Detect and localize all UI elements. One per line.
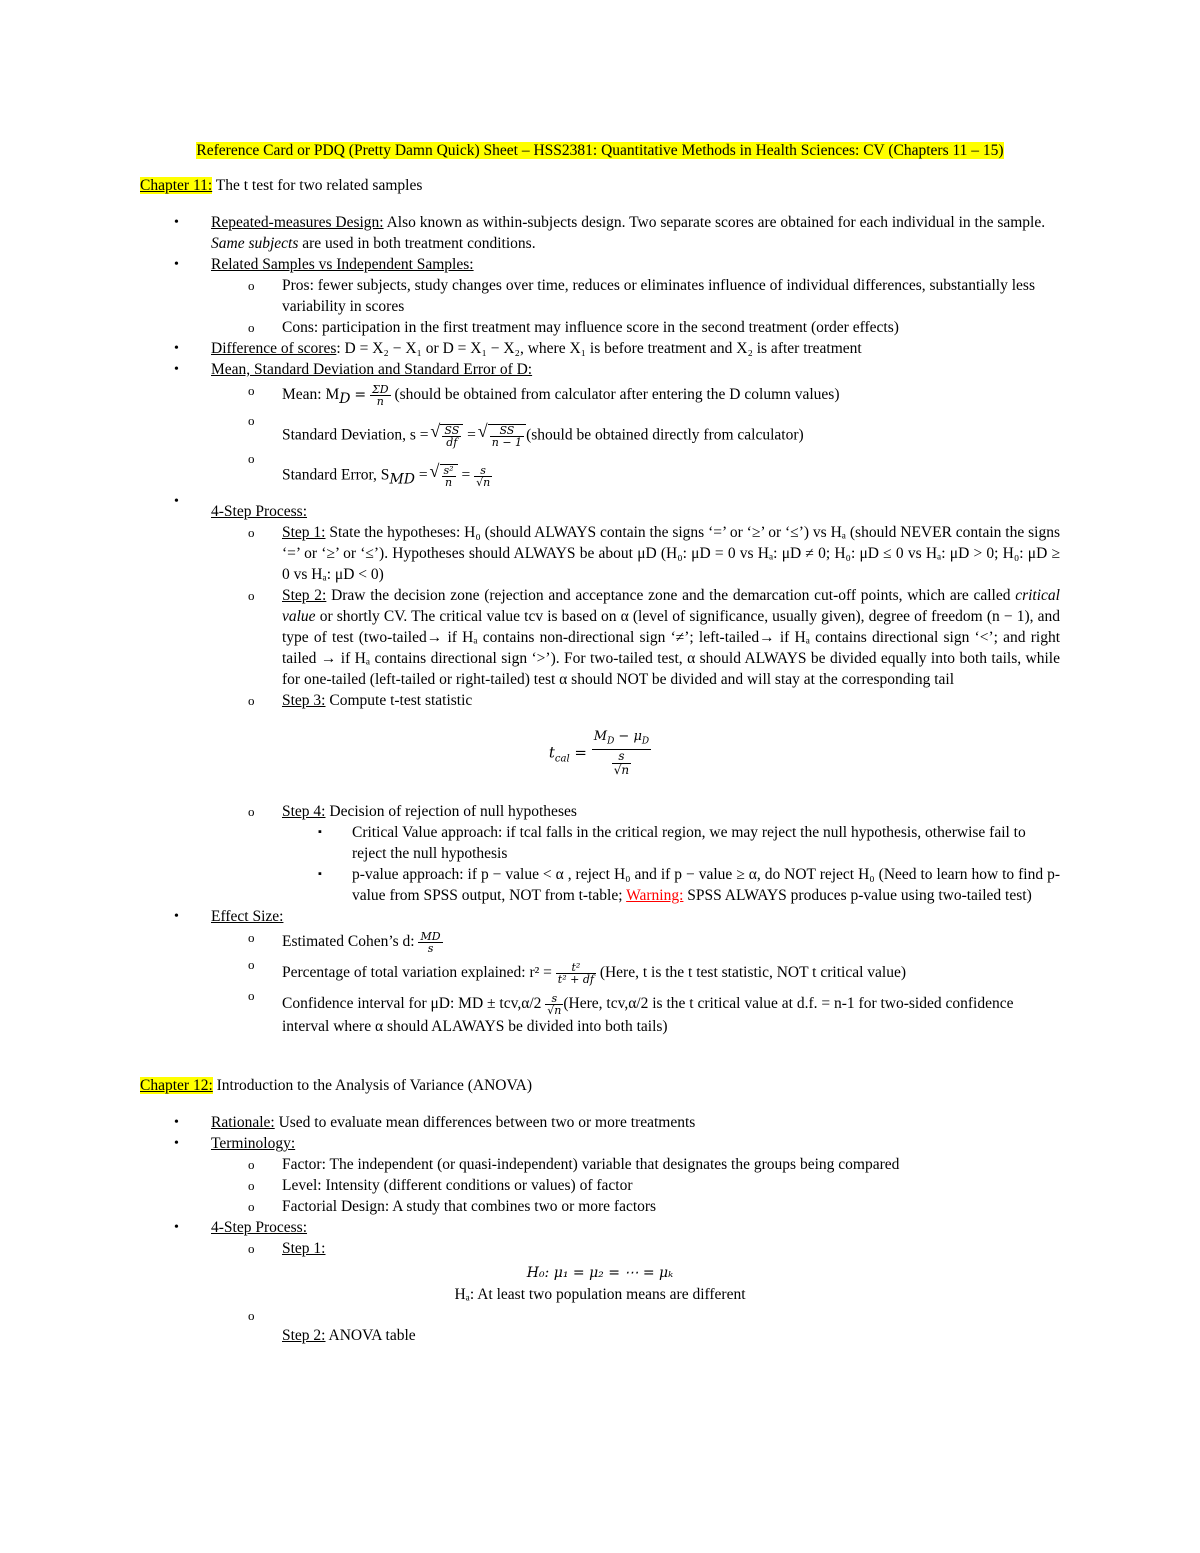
list-item: o Pros: fewer subjects, study changes over time, reduces or eliminates influence of individual differences, substantially less variability in scores — [140, 275, 1060, 317]
t-statistic-formula: $t_{cal}$ = $\frac{M_D - \mu_D}{\frac{s}{√n}}$ — [548, 728, 650, 778]
list-item: o Step 4: Decision of rejection of null hypotheses ▪ Critical Value approach: if tcal falls in the critical region, we may reject the null hypothesis, otherwise fail to reject the null hypothesis ▪ p-value approach: if p − value < α , reject H₀ and if p − value ≥ α, do NOT reject H₀ (Need to learn how to find p-value from SPSS output, NOT from t-table; Warning: SPSS ALWAYS produces p-value using two-tailed test) — [140, 801, 1060, 906]
list-item: o Cons: participation in the first treatment may influence score in the second treatment (order effects) — [140, 317, 1060, 338]
list-item: ▪ p-value approach: if p − value < α , reject H₀ and if p − value ≥ α, do NOT reject H₀ (Need to learn how to find p-value from SPSS output, NOT from t-table; Warning: SPSS ALWAYS produces p-value using two-tailed test) — [140, 864, 1060, 906]
list-item: o Step 2: Draw the decision zone (rejection and acceptance zone and the demarcation cut-off points, which are called critical value or shortly CV. The critical value tcv is based on α (level of significance, usually given), degree of freedom (n − 1), and type of test (two-tailed→ if Hₐ contains non-directional sign ‘≠’; left-tailed→ if Hₐ contains directional sign ‘<’; and right tailed → if Hₐ contains directional sign ‘>’). For two-tailed test, α should ALWAYS be divided equally into both tails, while for one-tailed (left-tailed or right-tailed) test α should NOT be divided and will stay at the corresponding tail — [140, 585, 1060, 690]
list-item: • Repeated-measures Design: Also known as within-subjects design. Two separate scores are obtained for each individual in the sample. Same subjects are used in both treatment conditions. — [140, 212, 1060, 254]
list-item: • 4-Step Process: o Step 1: State the hypotheses: H₀ (should ALWAYS contain the signs ‘=’ or ‘≥’ or ‘≤’) vs Hₐ (should NEVER contain the signs ‘=’ or ‘≥’ or ‘≤’). Hypotheses should ALWAYS be about μD (H₀: μD = 0 vs Hₐ: μD ≠ 0; H₀: μD ≤ 0 vs Hₐ: μD > 0; H₀: μD ≥ 0 vs Hₐ: μD < 0) o Step 2: Draw the decision zone (rejection and acceptance zone and the demarcation cut-off points, which are called critical value or shortly CV. The critical value tcv is based on α (level of significance, usually given), degree of freedom (n − 1), and type of test (two-tailed→ if Hₐ contains non-directional sign ‘≠’; left-tailed→ if Hₐ contains directional sign ‘<’; and right tailed → if Hₐ contains directional sign ‘>’). For two-tailed test, α should ALWAYS be divided equally into both tails, while for one-tailed (left-tailed or right-tailed) test α should NOT be divided and will stay at the corresponding tail o Step 3: Compute t-test statistic $t_{cal}$ = $\frac{M_D - \mu_D}{\frac{s}{√n}}$ o Step 4: Decision of rejection of null hypotheses ▪ Critical Value approach: if tcal falls in the critical region, we may reject the null hypothesis, otherwise fail to reject the null hypothesis ▪ p-value approach: if p − value < α , reject H₀ and if p − value ≥ α, do NOT reject H₀ (Need to learn how to find p-value from SPSS output, NOT from t-table; Warning: SPSS ALWAYS produces p-value using two-tailed test) — [140, 491, 1060, 907]
list-item: • Difference of scores: D = X₂ − X₁ or D = X₁ − X₂, where X₁ is before treatment and X₂ is after treatment — [140, 338, 1060, 359]
list-item: • Rationale: Used to evaluate mean differences between two or more treatments — [140, 1112, 1060, 1133]
list-item: • Mean, Standard Deviation and Standard Error of D: o Mean: $M_D$ = $\frac{\Sigma D}{n}$ (should be obtained from calculator after entering the D column values) o Standard Deviation, s = √ $\frac{SS}{df}$ = √ $\frac{SS}{n - 1}$ (should be obtained directly from calculator) o Standard Error, $S_{MD}$ = √ $\frac{\text{s²}}{n}$ = $\frac{s}{√n}$ — [140, 359, 1060, 491]
chapter-12-heading: Chapter 12: Introduction to the Analysis of Variance (ANOVA) — [140, 1077, 533, 1095]
list-item: o Level: Intensity (different conditions or values) of factor — [140, 1175, 1060, 1196]
list-item: ▪ Critical Value approach: if tcal falls in the critical region, we may reject the null hypothesis, otherwise fail to reject the null hypothesis — [140, 822, 1060, 864]
list-item: o Standard Error, $S_{MD}$ = √ $\frac{\text{s²}}{n}$ = $\frac{s}{√n}$ — [140, 448, 1060, 491]
list-item: o Confidence interval for μD: MD ± tcv,α/2 $\frac{s}{√n}$ (Here, tcv,α/2 is the t critical value at d.f. = n-1 for two-sided confidence interval where α should ALAWAYS be divided into both tails) — [140, 985, 1060, 1037]
list-item: • Terminology: o Factor: The independent (or quasi-independent) variable that designates the groups being compared o Level: Intensity (different conditions or values) of factor o Factorial Design: A study that combines two or more factors — [140, 1133, 1060, 1217]
chapter-11-heading: Chapter 11: The t test for two related samples — [140, 177, 423, 194]
list-item: • 4-Step Process: o Step 1: H₀: μ₁ = μ₂ = ⋯ = μₖ Hₐ: At least two population means are different o Step 2: ANOVA table — [140, 1217, 1060, 1346]
chapter-12-list — [140, 1112, 1060, 1346]
list-item: o Estimated Cohen’s d: $\frac{MD}{s}$ — [140, 927, 1060, 954]
list-item: • Effect Size: o Estimated Cohen’s d: $\frac{MD}{s}$ o Percentage of total variation explained: r² = $\frac{\text{t²}}{\text{t² + df}}$ (Here, t is the t test statistic, NOT t critical value) o Confidence interval for μD: MD ± tcv,α/2 $\frac{s}{√n}$ (Here, tcv,α/2 is the t critical value at d.f. = n-1 for two-sided confidence interval where α should ALAWAYS be divided into both tails) — [140, 906, 1060, 1037]
list-item: o Factorial Design: A study that combines two or more factors — [140, 1196, 1060, 1217]
chapter-11-list — [140, 212, 1060, 1037]
list-item: o Percentage of total variation explained: r² = $\frac{\text{t²}}{\text{t² + df}}$ (Here, t is the t test statistic, NOT t critical value) — [140, 954, 1060, 985]
list-item: o Standard Deviation, s = √ $\frac{SS}{df}$ = √ $\frac{SS}{n - 1}$ (should be obtained directly from calculator) — [140, 410, 1060, 448]
list-item: o Step 1: H₀: μ₁ = μ₂ = ⋯ = μₖ Hₐ: At least two population means are different — [140, 1238, 1060, 1305]
anova-hypotheses: H₀: μ₁ = μ₂ = ⋯ = μₖ Hₐ: At least two population means are different — [454, 1265, 746, 1304]
list-item: o Factor: The independent (or quasi-independent) variable that designates the groups being compared — [140, 1154, 1060, 1175]
list-item: o Step 3: Compute t-test statistic $t_{cal}$ = $\frac{M_D - \mu_D}{\frac{s}{√n}}$ — [140, 690, 1060, 778]
list-item: o Step 2: ANOVA table — [140, 1305, 1060, 1346]
list-item: • Related Samples vs Independent Samples: o Pros: fewer subjects, study changes over time, reduces or eliminates influence of individual differences, substantially less variability in scores o Cons: participation in the first treatment may influence score in the second treatment (order effects) — [140, 254, 1060, 338]
list-item: o Step 1: State the hypotheses: H₀ (should ALWAYS contain the signs ‘=’ or ‘≥’ or ‘≤’) vs Hₐ (should NEVER contain the signs ‘=’ or ‘≥’ or ‘≤’). Hypotheses should ALWAYS be about μD (H₀: μD = 0 vs Hₐ: μD ≠ 0; H₀: μD ≤ 0 vs Hₐ: μD > 0; H₀: μD ≥ 0 vs Hₐ: μD < 0) — [140, 522, 1060, 585]
list-item: o Mean: $M_D$ = $\frac{\Sigma D}{n}$ (should be obtained from calculator after entering the D column values) — [140, 380, 1060, 410]
page-title: Reference Card or PDQ (Pretty Damn Quick) Sheet – HSS2381: Quantitative Methods in Health Sciences: CV (Chapters 11 – 15) — [196, 142, 1004, 159]
